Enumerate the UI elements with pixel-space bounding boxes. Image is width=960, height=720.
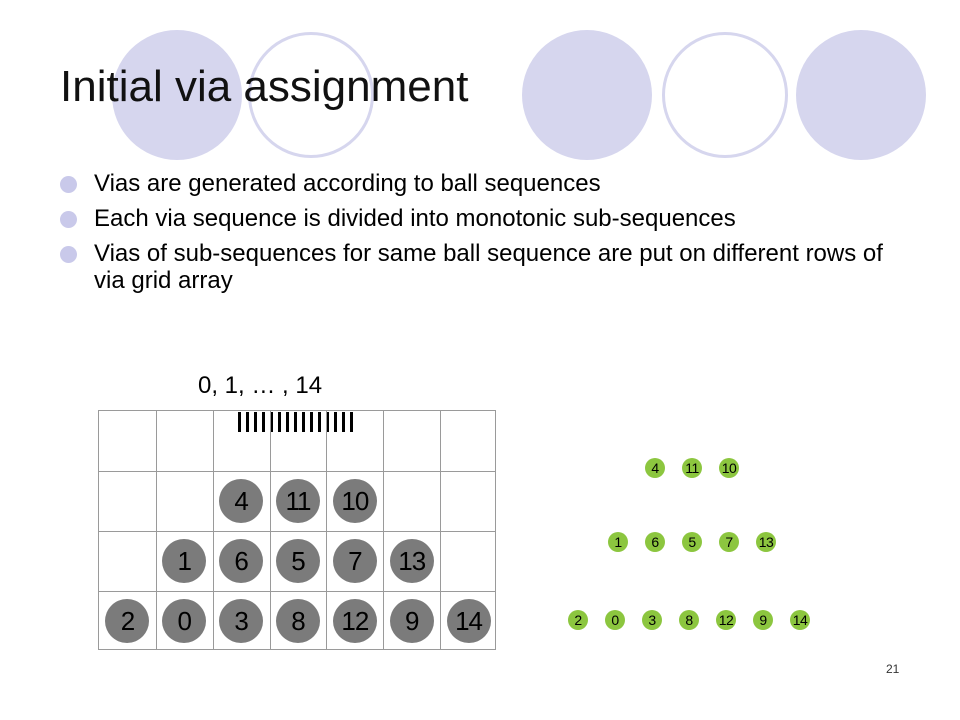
subsequence-via-label: 12 (718, 612, 734, 628)
subsequence-via-label: 4 (651, 460, 659, 476)
bullet-text: Vias are generated according to ball sequences (94, 170, 601, 197)
subsequence-via (642, 610, 662, 630)
via-ball (390, 599, 434, 643)
subsequence-via-label: 1 (614, 534, 622, 550)
grid-column-line (440, 411, 441, 649)
via-grid (98, 410, 496, 650)
bullet-item (60, 205, 890, 232)
bullet-dot-icon (60, 176, 77, 193)
grid-row-line (99, 471, 495, 472)
grid-row-line (99, 591, 495, 592)
bullet-text: Each via sequence is divided into monotonic sub-sequences (94, 205, 736, 232)
via-ball (219, 599, 263, 643)
subsequence-via (719, 532, 739, 552)
bullet-dot-icon (60, 246, 77, 263)
via-ball-label: 2 (120, 605, 135, 636)
via-ball (162, 599, 206, 643)
subsequence-via (568, 610, 588, 630)
subsequence-via (719, 458, 739, 478)
via-ball (276, 599, 320, 643)
via-ball (390, 539, 434, 583)
subsequence-via-label: 5 (688, 534, 696, 550)
via-ball-label: 7 (348, 545, 362, 576)
bullet-item (60, 170, 890, 197)
subsequence-via (608, 532, 628, 552)
slide-title: Initial via assignment (60, 62, 469, 111)
via-ball (219, 539, 263, 583)
via-ball (162, 539, 206, 583)
via-ball (276, 479, 320, 523)
via-ball-label: 4 (234, 485, 248, 516)
ball-sequence-label: 0, 1, … , 14 (198, 372, 323, 399)
via-ball (333, 479, 377, 523)
subsequence-via-label: 6 (651, 534, 659, 550)
via-ball (105, 599, 149, 643)
via-ball (219, 479, 263, 523)
subsequence-via-label: 0 (611, 612, 619, 628)
subsequence-via (605, 610, 625, 630)
subsequence-via (679, 610, 699, 630)
bullet-dot-icon (60, 211, 77, 228)
decor-circle-2 (522, 30, 652, 160)
via-ball (333, 539, 377, 583)
subsequence-via (682, 532, 702, 552)
subsequence-via (682, 458, 702, 478)
via-ball-label: 12 (341, 605, 369, 636)
subsequence-via (645, 532, 665, 552)
decor-circle-3 (796, 30, 926, 160)
via-ball-label: 14 (455, 605, 483, 636)
page-number: 21 (886, 662, 900, 676)
subsequence-via (790, 610, 810, 630)
subsequence-via-label: 11 (685, 460, 699, 476)
via-ball-label: 3 (234, 605, 248, 636)
via-ball-label: 11 (285, 485, 311, 516)
bullet-text: Vias of sub-sequences for same ball sequence are put on different rows of via grid array (94, 240, 883, 294)
subsequence-via-label: 14 (792, 612, 808, 628)
grid-column-line (213, 411, 214, 649)
via-ball-label: 1 (177, 545, 192, 576)
grid-column-line (326, 411, 327, 649)
via-ball-label: 13 (398, 545, 426, 576)
grid-column-line (270, 411, 271, 649)
grid-column-line (156, 411, 157, 649)
via-ball-label: 6 (234, 545, 248, 576)
subsequence-via-label: 8 (685, 612, 693, 628)
via-ball (447, 599, 491, 643)
via-ball (276, 539, 320, 583)
subsequence-via-label: 2 (574, 612, 582, 628)
grid-row-line (99, 531, 495, 532)
subsequence-via-label: 9 (759, 612, 767, 628)
via-ball-label: 10 (341, 485, 369, 516)
bullet-item (60, 240, 890, 294)
subsequence-via (716, 610, 736, 630)
bullet-list (60, 170, 890, 302)
subsequence-via (645, 458, 665, 478)
subsequence-via (756, 532, 776, 552)
subsequence-via-label: 3 (648, 612, 656, 628)
via-ball-label: 9 (404, 605, 419, 636)
decor-ring-2 (662, 32, 788, 158)
grid-column-line (383, 411, 384, 649)
via-ball-label: 8 (291, 605, 305, 636)
subsequence-via-label: 7 (725, 534, 733, 550)
subsequence-via (753, 610, 773, 630)
subsequence-via-label: 13 (758, 534, 774, 550)
via-ball-label: 0 (177, 605, 192, 636)
via-ball (333, 599, 377, 643)
subsequence-via-label: 10 (721, 460, 737, 476)
via-ball-label: 5 (291, 545, 305, 576)
